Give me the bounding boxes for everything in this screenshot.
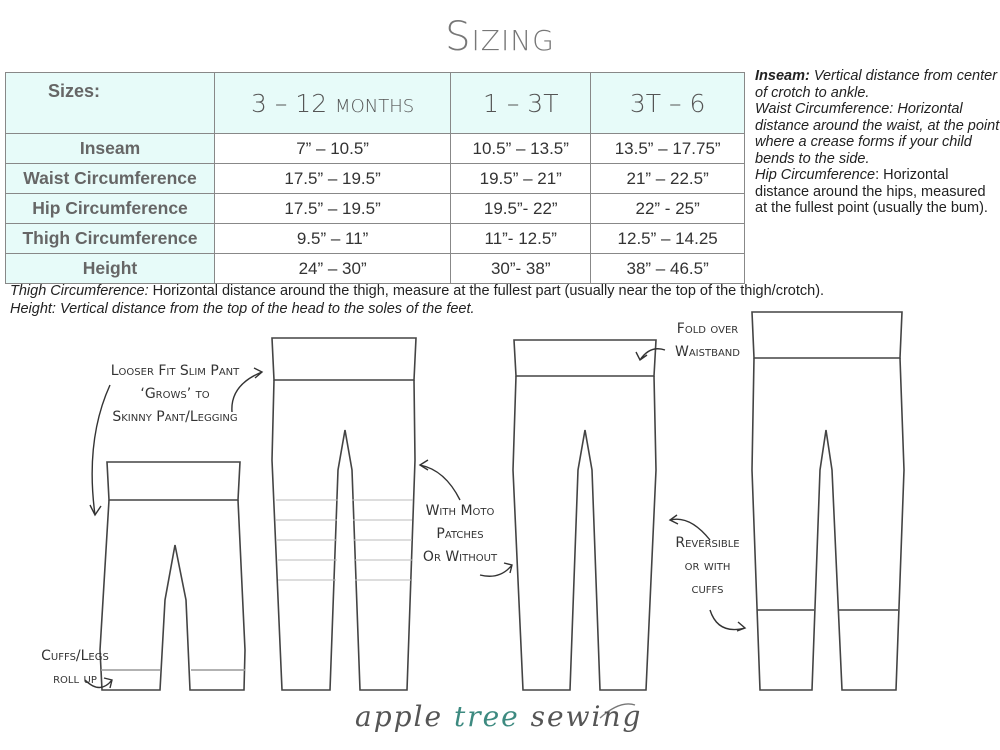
annotation-cuffs	[35, 645, 115, 691]
thigh-term: Thigh Circumference:	[10, 283, 149, 299]
size-value-cell: 12.5” – 14.25	[591, 224, 745, 254]
annotation-line: roll up	[53, 671, 97, 687]
inseam-term: Inseam:	[755, 68, 810, 84]
size-value-cell: 19.5” – 21”	[451, 164, 591, 194]
size-value-cell: 10.5” – 13.5”	[451, 134, 591, 164]
annotation-looser-fit	[100, 360, 250, 429]
row-label: Inseam	[6, 134, 215, 164]
annotation-line: Skinny Pant/Legging	[112, 409, 238, 425]
size-value-cell: 22” - 25”	[591, 194, 745, 224]
annotation-line: Patches	[436, 526, 484, 542]
annotation-line: Fold over	[676, 321, 739, 337]
waist-definition: : Horizontal distance around the waist, at the point where a crease forms if your child bends to the side.	[755, 101, 1000, 167]
row-label: Height	[6, 254, 215, 284]
logo-text: sewing	[519, 700, 643, 733]
page-title: Sizing	[445, 14, 555, 60]
height-term: Height:	[10, 301, 56, 317]
annotation-line: Waistband	[675, 344, 740, 360]
sizes-label: Sizes:	[6, 73, 215, 134]
size-value-cell: 17.5” – 19.5”	[215, 164, 451, 194]
hip-term: Hip Circumference	[755, 167, 876, 183]
size-value-cell: 19.5”- 22”	[451, 194, 591, 224]
hip-definition: : Horizontal distance around the hips, measured at the fullest point (usually the bum).	[755, 167, 988, 216]
row-label: Thigh Circumference	[6, 224, 215, 254]
short-pant-drawing	[100, 462, 245, 690]
annotation-reversible	[665, 532, 750, 601]
size-column-header: 3 – 12 months	[215, 73, 451, 134]
legging-drawing	[513, 340, 656, 690]
cuffed-legging-drawing	[752, 312, 904, 690]
size-value-cell: 7” – 10.5”	[215, 134, 451, 164]
logo-text: apple	[355, 700, 454, 733]
row-label: Waist Circumference	[6, 164, 215, 194]
size-value-cell: 21” – 22.5”	[591, 164, 745, 194]
size-value-cell: 17.5” – 19.5”	[215, 194, 451, 224]
annotation-line: or with	[684, 558, 731, 574]
annotation-fold-over	[665, 318, 750, 364]
annotation-line: Reversible	[675, 535, 740, 551]
size-value-cell: 24” – 30”	[215, 254, 451, 284]
annotation-line: cuffs	[691, 581, 724, 597]
size-column-header: 1 – 3T	[451, 73, 591, 134]
size-column-header: 3T – 6	[591, 73, 745, 134]
apple-tree-sewing-logo	[355, 700, 642, 733]
size-value-cell: 30”- 38”	[451, 254, 591, 284]
waist-term: Waist Circumference	[755, 101, 890, 117]
logo-text: tree	[453, 700, 520, 733]
annotation-line: With Moto	[425, 503, 495, 519]
size-value-cell: 9.5” – 11”	[215, 224, 451, 254]
height-definition: Vertical distance from the top of the head to the soles of the feet.	[55, 301, 475, 317]
size-value-cell: 11”- 12.5”	[451, 224, 591, 254]
thigh-definition: Horizontal distance around the thigh, measure at the fullest part (usually near the top of the thigh/crotch).	[148, 283, 825, 299]
annotation-moto	[415, 500, 505, 569]
row-label: Hip Circumference	[6, 194, 215, 224]
inseam-definition: Vertical distance from center of crotch to ankle.	[755, 68, 998, 101]
size-value-cell: 13.5” – 17.75”	[591, 134, 745, 164]
annotation-line: Or Without	[422, 549, 498, 565]
moto-pant-drawing	[272, 338, 416, 690]
annotation-line: Looser Fit Slim Pant	[110, 363, 240, 379]
annotation-line: ‘Grows’ to	[140, 386, 210, 402]
size-value-cell: 38” – 46.5”	[591, 254, 745, 284]
annotation-line: Cuffs/Legs	[41, 648, 109, 664]
